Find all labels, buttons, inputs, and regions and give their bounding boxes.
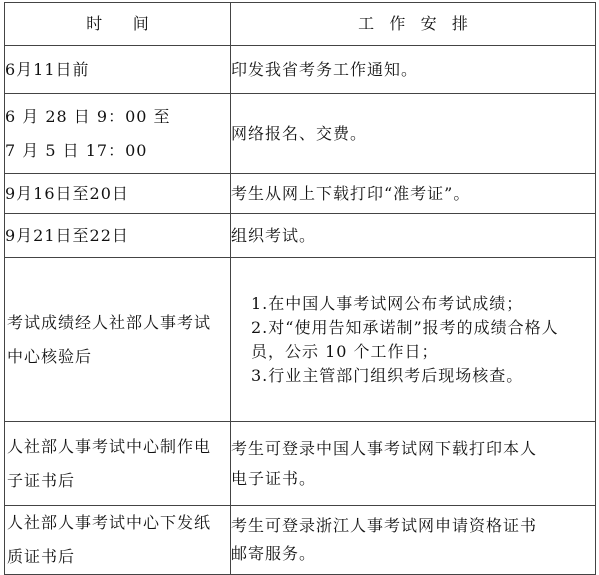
task-list-item-continued: 员，公示 10 个工作日；	[251, 341, 439, 361]
table-row	[5, 174, 596, 214]
task-text: 邮寄服务。	[231, 544, 317, 563]
task-text: 组织考试。	[231, 225, 317, 245]
task-cell	[231, 46, 596, 94]
time-text: 7 月 5 日 17：00	[5, 140, 148, 160]
task-cell	[231, 94, 596, 174]
time-cell	[5, 506, 231, 575]
time-text: 中心核验后	[7, 346, 93, 366]
exam-schedule-table	[4, 2, 596, 575]
time-text: 考试成绩经人社部人事考试	[7, 312, 212, 332]
time-cell	[5, 174, 231, 214]
table-row	[5, 506, 596, 575]
task-cell	[231, 422, 596, 506]
task-list-item: 3.行业主管部门组织考后现场核查。	[251, 365, 524, 385]
time-cell	[5, 422, 231, 506]
table-row	[5, 94, 596, 174]
time-text: 9月21日至22日	[5, 225, 129, 245]
task-cell	[231, 258, 596, 422]
task-text: 考生可登录中国人事考试网下载打印本人	[231, 438, 538, 458]
header-work-arrangement: 工 作 安 排	[231, 3, 596, 46]
task-text: 网络报名、交费。	[231, 123, 368, 143]
time-cell	[5, 214, 231, 258]
time-cell	[5, 258, 231, 422]
time-text: 质证书后	[7, 547, 76, 566]
time-text: 人社部人事考试中心制作电	[7, 436, 212, 456]
task-list-item: 2.对“使用告知承诺制”报考的成绩合格人	[251, 317, 559, 337]
table-row	[5, 214, 596, 258]
time-cell	[5, 94, 231, 174]
time-text: 子证书后	[7, 470, 76, 490]
time-text: 9月16日至20日	[5, 183, 129, 203]
header-time: 时 间	[5, 3, 231, 46]
table-row	[5, 422, 596, 506]
time-text: 人社部人事考试中心下发纸	[7, 513, 212, 532]
task-cell	[231, 214, 596, 258]
task-cell	[231, 506, 596, 575]
table-header-row	[5, 3, 596, 46]
table-row	[5, 46, 596, 94]
table-row	[5, 258, 596, 422]
task-list-item: 1.在中国人事考试网公布考试成绩；	[251, 293, 524, 313]
time-text: 6月11日前	[5, 59, 90, 79]
task-text: 考生可登录浙江人事考试网申请资格证书	[231, 516, 538, 535]
time-cell	[5, 46, 231, 94]
task-cell	[231, 174, 596, 214]
task-text: 电子证书。	[231, 468, 317, 488]
time-text: 6 月 28 日 9：00 至	[5, 106, 171, 126]
task-text: 考生从网上下载打印“准考证”。	[231, 183, 471, 203]
task-text: 印发我省考务工作通知。	[231, 59, 419, 79]
